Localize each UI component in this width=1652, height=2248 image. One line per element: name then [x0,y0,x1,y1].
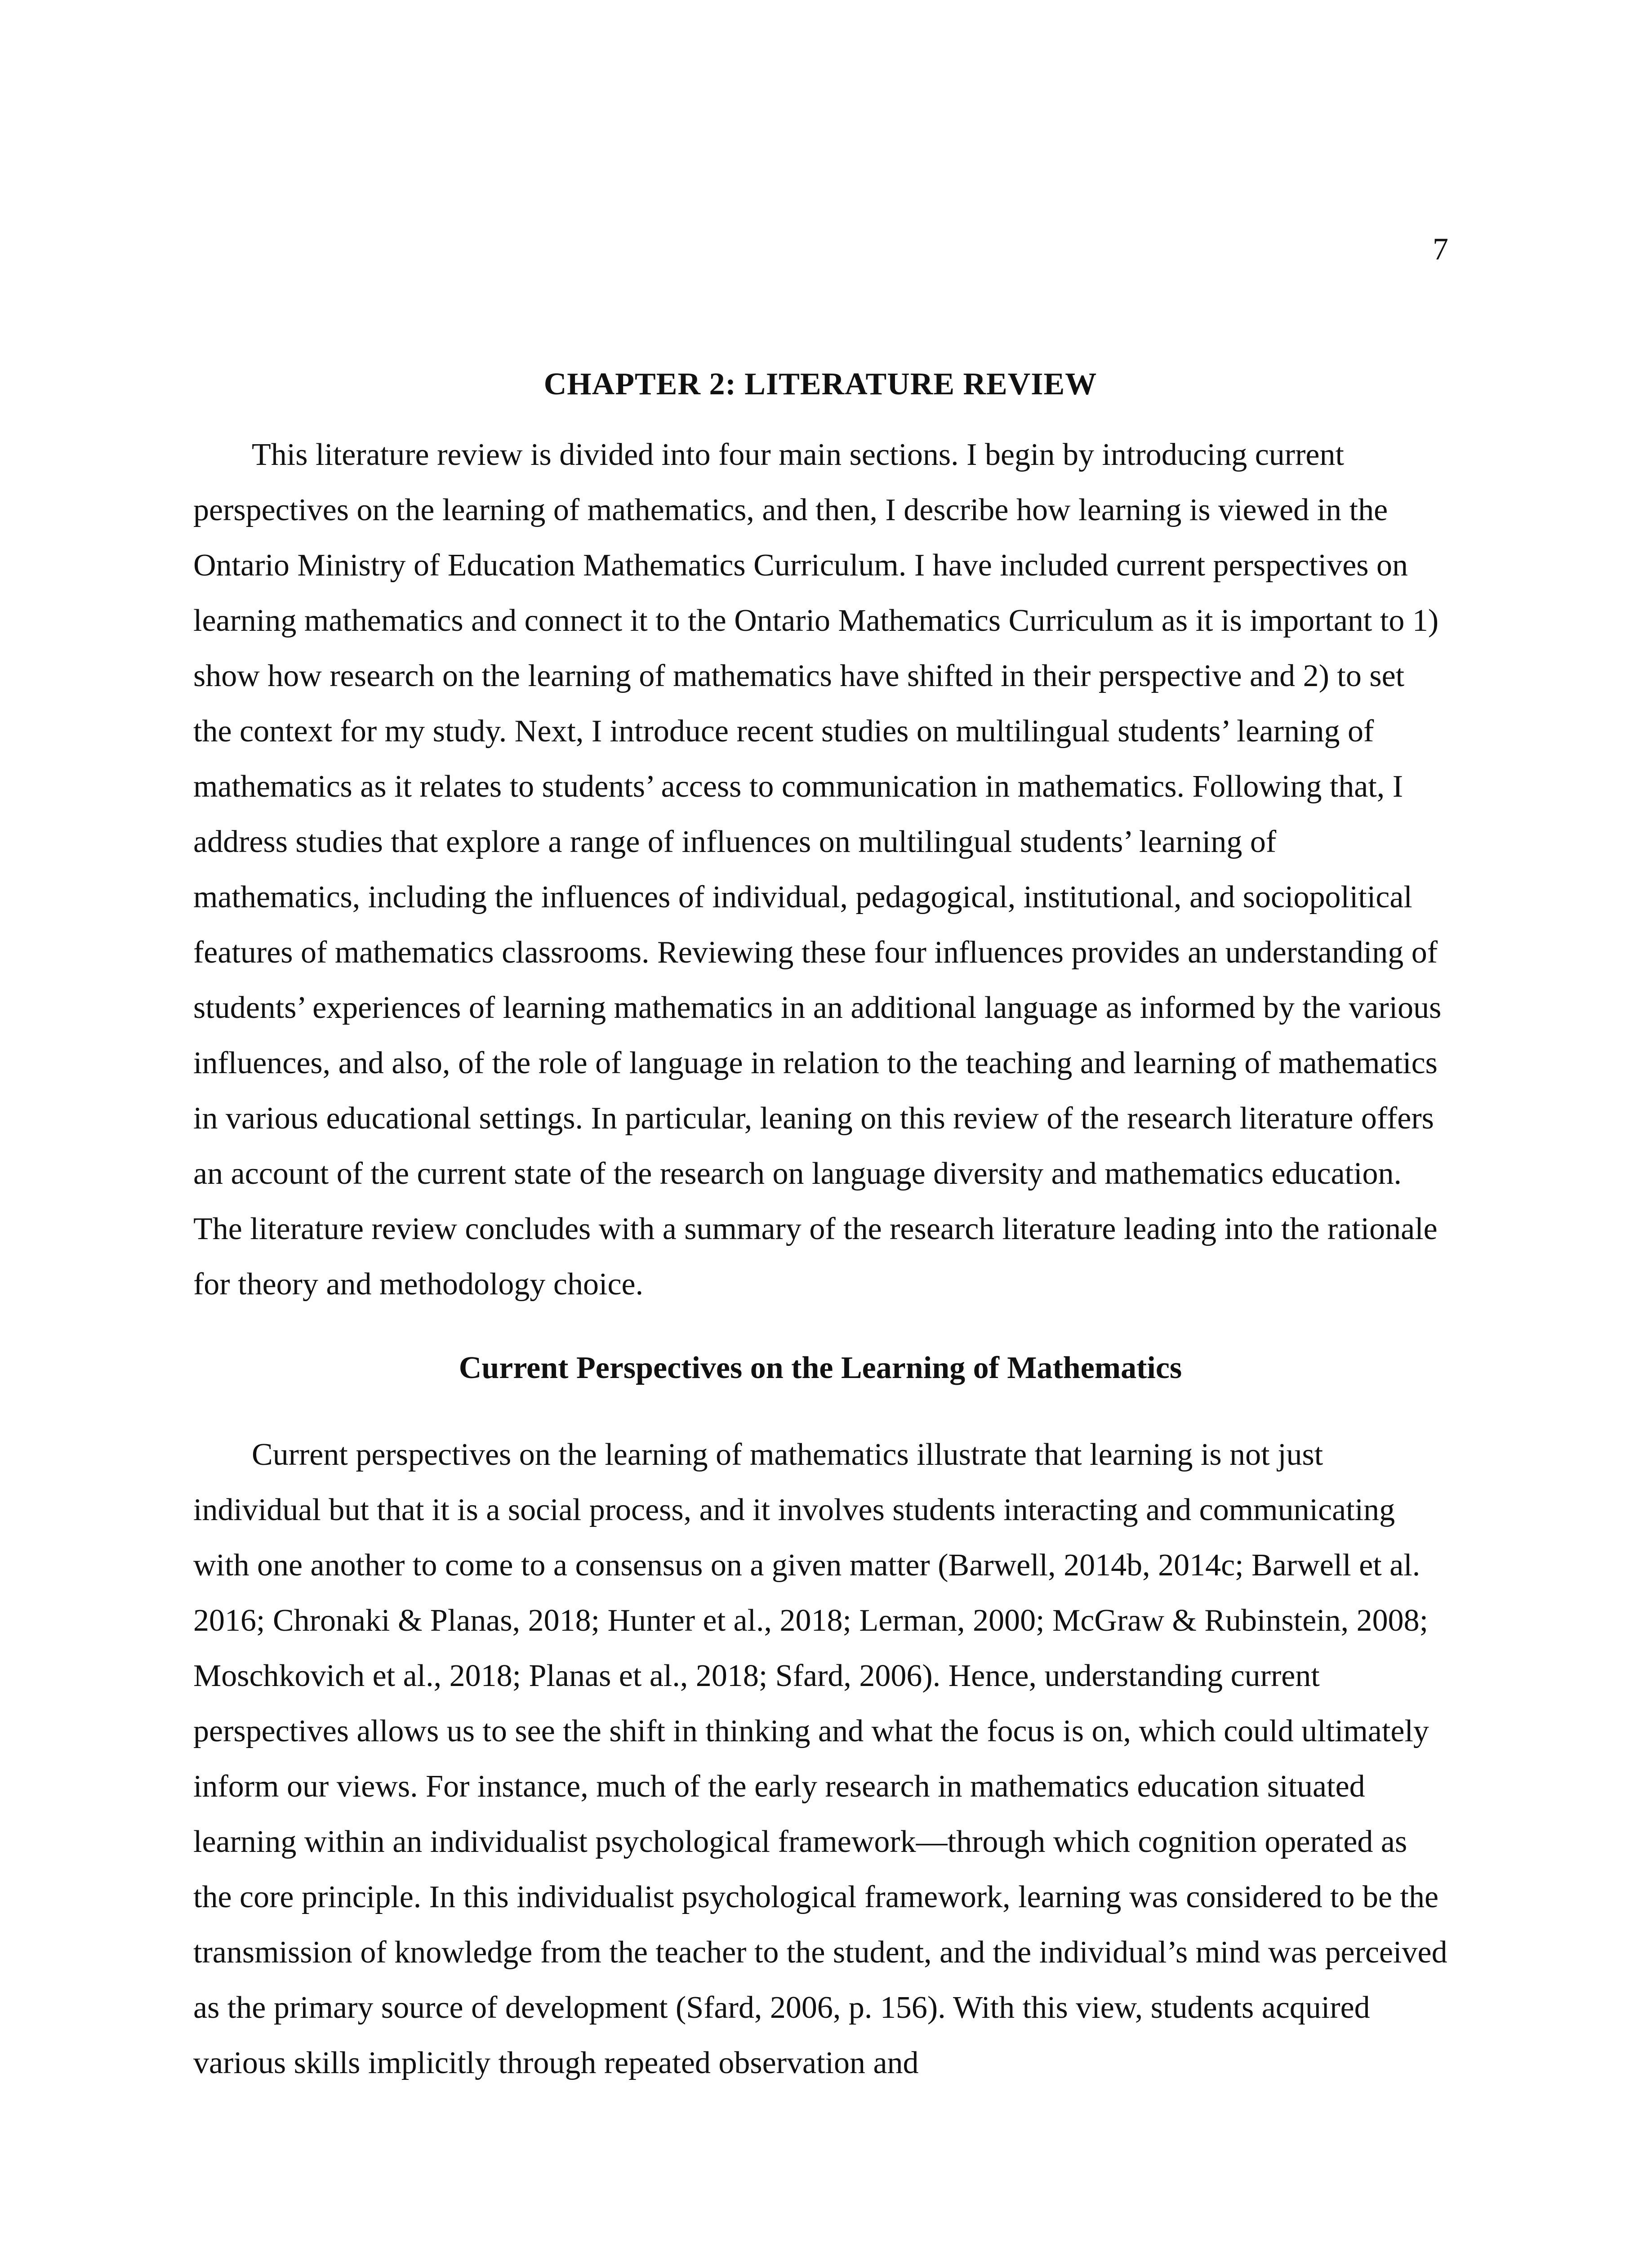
section-heading: Current Perspectives on the Learning of Mathematics [459,1351,1182,1385]
body-paragraph-perspectives: Current perspectives on the learning of mathematics illustrate that learning is not just individual but that it is a social process, and it involves students interacting and communicating with one another to come to a consensus on a given matter (Barwell, 2014b, 2014c; Barwell et al. 2016; Chronaki & Planas, 2018; Hunter et al., 2018; Lerman, 2000; McGraw & Rubinstein, 2008; Moschkovich et al., 2018; Planas et al., 2018; Sfard, 2006). Hence, understanding current perspectives allows us to see the shift in thinking and what the focus is on, which could ultimately inform our views. For instance, much of the early research in mathematics education situated learning within an individualist psychological framework—through which cognition operated as the core principle. In this individualist psychological framework, learning was considered to be the transmission of knowledge from the teacher to the student, and the individual’s mind was perceived as the primary source of development (Sfard, 2006, p. 156). With this view, students acquired various skills implicitly through repeated observation and [193,1437,1447,2080]
body-paragraph-intro: This literature review is divided into four main sections. I begin by introducing current perspectives on the learning of mathematics, and then, I describe how learning is viewed in the Ontario Ministry of Education Mathematics Curriculum. I have included current perspectives on learning mathematics and connect it to the Ontario Mathematics Curriculum as it is important to 1) show how research on the learning of mathematics have shifted in their perspective and 2) to set the context for my study. Next, I introduce recent studies on multilingual students’ learning of mathematics as it relates to students’ access to communication in mathematics. Following that, I address studies that explore a range of influences on multilingual students’ learning of mathematics, including the influences of individual, pedagogical, institutional, and sociopolitical features of mathematics classrooms. Reviewing these four influences provides an understanding of students’ experiences of learning mathematics in an additional language as informed by the various influences, and also, of the role of language in relation to the teaching and learning of mathematics in various educational settings. In particular, leaning on this review of the research literature offers an account of the current state of the research on language diversity and mathematics education. The literature review concludes with a summary of the research literature leading into the rationale for theory and methodology choice. [193,437,1442,1302]
page-number: 7 [1433,232,1448,267]
page-content [193,369,1447,2091]
chapter-title: CHAPTER 2: LITERATURE REVIEW [543,367,1097,401]
